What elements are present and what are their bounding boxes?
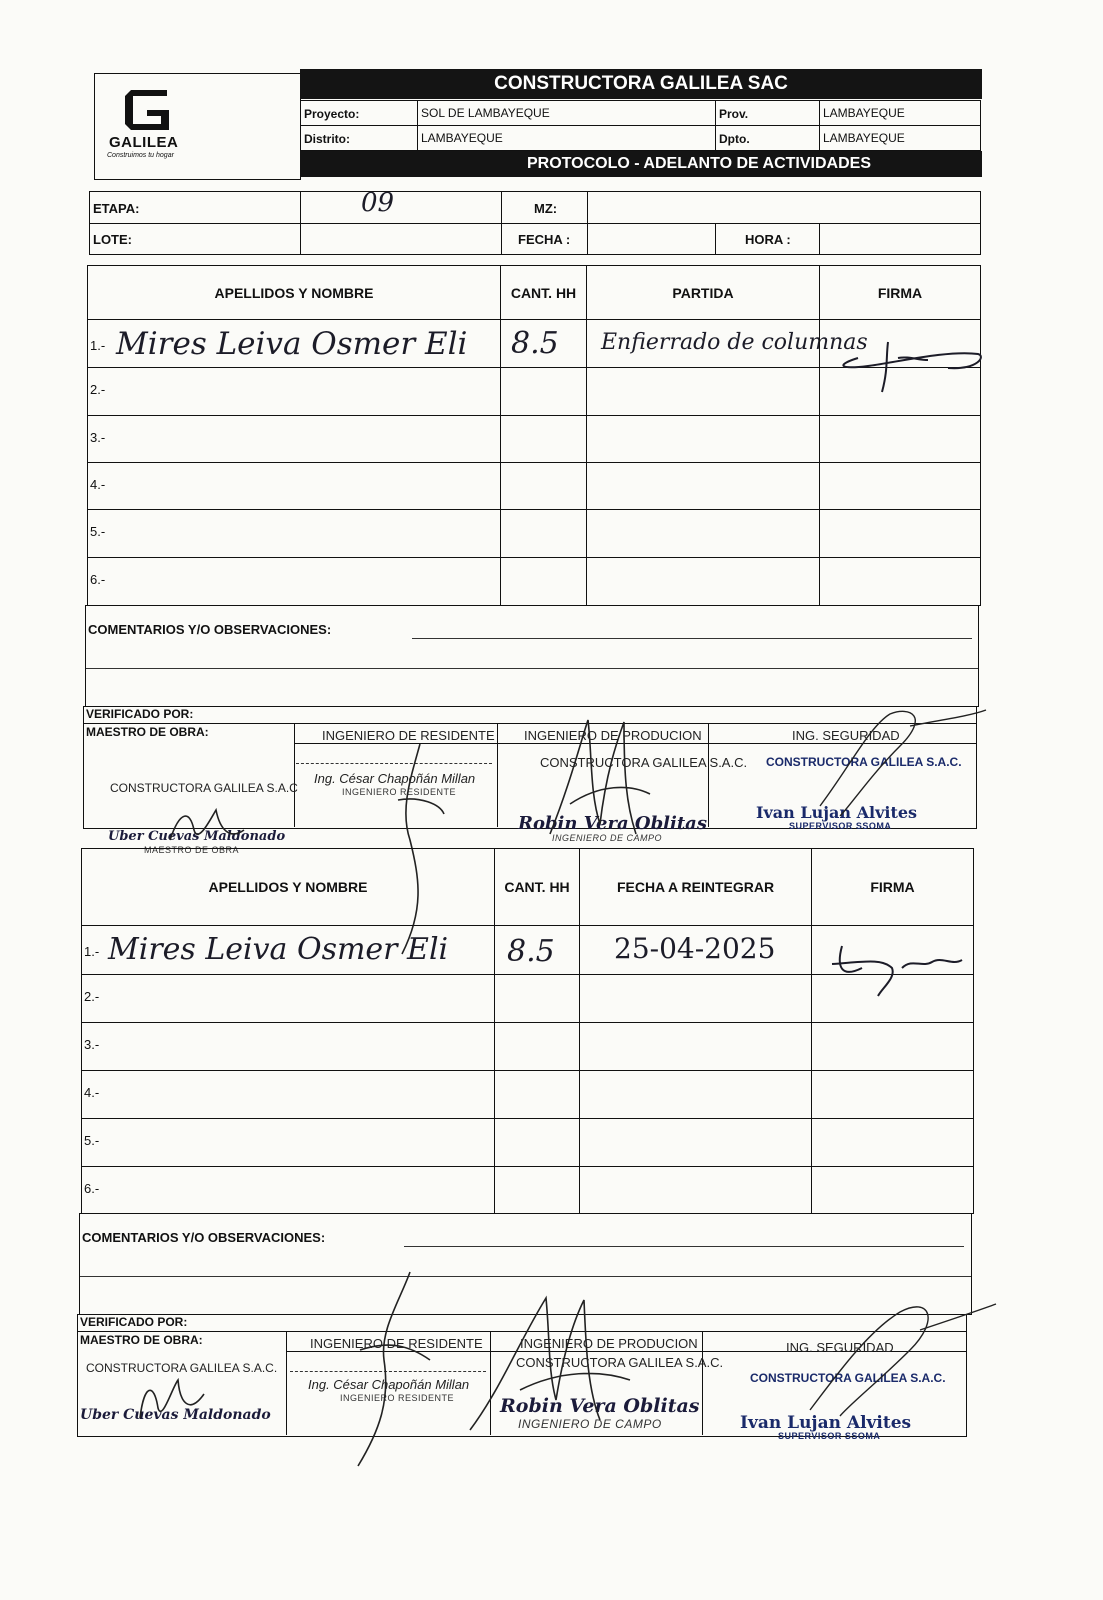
company-title: CONSTRUCTORA GALILEA SAC: [494, 73, 788, 94]
row-hh-cell: [500, 462, 587, 510]
signature-seguridad-2: [800, 1300, 1000, 1420]
table-row: [81, 1070, 495, 1119]
signature-seguridad-1: [810, 706, 990, 826]
signature-residente-2: [340, 1270, 440, 1470]
etapa-value-cell: [300, 188, 502, 224]
produccion-name-stamp: Robin Vera Oblitas: [500, 1395, 700, 1417]
produccion-name-stamp: Robin Vera Oblitas: [518, 813, 707, 834]
lote-label: LOTE:: [93, 232, 132, 247]
table-row: [87, 415, 501, 463]
row-partida: Enfierrado de columnas: [601, 330, 868, 355]
signature-firma-2: [822, 938, 972, 998]
s1-verificado-label: VERIFICADO POR:: [86, 707, 194, 721]
row-hh-cell: [500, 509, 587, 558]
s2-residente-label: INGENIERO DE RESIDENTE: [310, 1336, 483, 1351]
hora-label: HORA :: [745, 232, 791, 247]
lote-value-cell: [300, 223, 502, 255]
row-partida-cell: [586, 367, 820, 416]
signature-produccion-2: [460, 1290, 640, 1440]
dpto-label-cell: [715, 125, 820, 151]
row-firma-cell: [811, 1166, 974, 1214]
maestro-company-stamp: CONSTRUCTORA GALILEA S.A.C: [110, 781, 298, 795]
s2-col-firma: FIRMA: [870, 879, 915, 895]
maestro-company-stamp: CONSTRUCTORA GALILEA S.A.C.: [86, 1361, 278, 1375]
s1-produccion-label: INGENIERO DE PRODUCION: [524, 728, 702, 743]
maestro-name-stamp: Uber Cuevas Maldonado: [80, 1407, 271, 1423]
row-number: 4.-: [90, 477, 106, 492]
protocol-title: PROTOCOLO - ADELANTO DE ACTIVIDADES: [526, 155, 871, 172]
row-number: 3.-: [84, 1037, 100, 1052]
divider: [294, 723, 295, 827]
row-firma-cell: [819, 415, 981, 463]
s2-header-firma: [811, 848, 974, 926]
hora-label-cell: [715, 223, 820, 255]
row-hh: 8.5: [507, 934, 555, 969]
logo-box: [94, 73, 301, 180]
s2-header-fecha: [579, 848, 812, 926]
s1-col-firma: FIRMA: [877, 284, 923, 301]
residente-title-stamp: INGENIERO RESIDENTE: [342, 787, 457, 797]
fecha-value-cell: [587, 223, 716, 255]
dpto-value-cell: [819, 125, 981, 151]
comments-line: [86, 668, 978, 669]
row-firma-cell: [811, 1070, 974, 1119]
dpto-label: Dpto.: [719, 132, 750, 146]
table-row: [81, 1166, 495, 1214]
proyecto-value: SOL DE LAMBAYEQUE: [421, 106, 550, 120]
s2-header-hh: [494, 848, 580, 926]
s1-header-hh: [500, 265, 587, 320]
seguridad-name-stamp: Ivan Lujan Alvites: [740, 1413, 912, 1433]
company-title-bar: [300, 69, 982, 99]
divider: [702, 1331, 703, 1435]
fecha-label-cell: [501, 223, 588, 255]
s2-seguridad-label: ING. SEGURIDAD: [786, 1340, 894, 1355]
s2-produccion-label: INGENIERO DE PRODUCION: [520, 1336, 698, 1351]
residente-name-stamp: Ing. César Chapoñán Millan: [314, 771, 476, 786]
produccion-company-stamp: CONSTRUCTORA GALILEA S.A.C.: [540, 755, 748, 770]
row-firma-cell: [811, 1022, 974, 1071]
s1-col-name: APELLIDOS Y NOMBRE: [214, 284, 374, 301]
s1-header-partida: [586, 265, 820, 320]
maestro-title-stamp: MAESTRO DE OBRA: [144, 845, 240, 855]
row-hh-cell: [500, 415, 587, 463]
row-fecha-cell: [579, 925, 812, 975]
row-fecha-cell: [579, 974, 812, 1023]
signature-produccion-1: [540, 714, 663, 844]
row-fecha-cell: [579, 1118, 812, 1167]
s1-seguridad-label: ING. SEGURIDAD: [792, 728, 900, 743]
table-row: [81, 974, 495, 1023]
s1-comments-label: COMENTARIOS Y/O OBSERVACIONES:: [88, 622, 332, 637]
table-row: [87, 462, 501, 510]
row-hh-cell: [500, 557, 587, 606]
row-number: 5.-: [90, 524, 106, 539]
s1-maestro-label: MAESTRO DE OBRA:: [86, 725, 209, 739]
residente-name-stamp: Ing. César Chapoñán Millan: [308, 1377, 470, 1392]
row-number: 4.-: [84, 1085, 100, 1100]
s2-col-name: APELLIDOS Y NOMBRE: [208, 879, 368, 895]
maestro-name-stamp: Uber Cuevas Maldonado: [108, 829, 286, 844]
etapa-label-cell: [89, 191, 301, 224]
table-row: [81, 1118, 495, 1167]
logo-text: GALILEA: [109, 134, 179, 151]
protocol-title-bar: [300, 151, 982, 177]
s1-comments-box: [85, 605, 979, 707]
etapa-label: ETAPA:: [93, 201, 140, 216]
row-partida-cell: [586, 509, 820, 558]
table-row: [87, 509, 501, 558]
comments-line: [80, 1276, 971, 1277]
galilea-logo-icon: [119, 84, 179, 132]
fecha-label: FECHA :: [518, 232, 571, 247]
distrito-label: Distrito:: [304, 132, 350, 146]
s2-col-hh: CANT. HH: [504, 879, 570, 895]
table-row: [87, 319, 501, 368]
dpto-value: LAMBAYEQUE: [823, 131, 905, 145]
prov-label-cell: [715, 100, 820, 126]
s1-col-hh: CANT. HH: [510, 284, 577, 301]
row-hh-cell: [494, 1166, 580, 1214]
divider: [286, 1331, 287, 1435]
mz-value-cell: [587, 191, 981, 224]
row-hh-cell: [500, 367, 587, 416]
produccion-title-stamp: INGENIERO DE CAMPO: [552, 833, 663, 843]
etapa-value: 09: [361, 188, 395, 218]
logo-tagline: Construimos tu hogar: [107, 152, 174, 159]
s1-header-firma: [819, 265, 981, 320]
table-row: [81, 1022, 495, 1071]
row-number: 2.-: [90, 382, 106, 397]
seguridad-company-stamp: CONSTRUCTORA GALILEA S.A.C.: [750, 1371, 946, 1385]
row-partida-cell: [586, 319, 868, 368]
distrito-value: LAMBAYEQUE: [421, 131, 503, 145]
comments-line: [412, 638, 972, 639]
proyecto-label: Proyecto:: [304, 107, 360, 121]
signature-firma-1: [828, 330, 988, 400]
seguridad-company-stamp: CONSTRUCTORA GALILEA S.A.C.: [766, 755, 962, 769]
row-partida-cell: [586, 415, 820, 463]
seguridad-name-stamp: Ivan Lujan Alvites: [756, 803, 918, 822]
signature-maestro-1: [160, 800, 250, 850]
row-fecha: 25-04-2025: [614, 932, 776, 965]
row-hh-cell: [494, 1070, 580, 1119]
proyecto-label-cell: [300, 100, 418, 126]
distrito-value-cell: [417, 125, 716, 151]
row-number: 6.-: [90, 572, 106, 587]
distrito-label-cell: [300, 125, 418, 151]
prov-label: Prov.: [719, 107, 749, 121]
row-number: 3.-: [90, 430, 106, 445]
row-number: 6.-: [84, 1181, 100, 1196]
row-number: 1.-: [90, 338, 106, 353]
s2-col-fecha: FECHA A REINTEGRAR: [616, 879, 775, 895]
row-name: Mires Leiva Osmer Eli: [116, 326, 468, 362]
row-firma-cell: [819, 509, 981, 558]
s2-verificado-label: VERIFICADO POR:: [80, 1315, 188, 1329]
produccion-company-stamp: CONSTRUCTORA GALILEA S.A.C.: [516, 1355, 724, 1370]
row-firma-cell: [819, 462, 981, 510]
table-row: [87, 367, 501, 416]
produccion-title-stamp: INGENIERO DE CAMPO: [518, 1417, 662, 1431]
row-firma-cell: [819, 557, 981, 606]
row-number: 2.-: [84, 989, 100, 1004]
mz-label: MZ:: [534, 201, 558, 216]
row-hh-cell: [494, 974, 580, 1023]
row-name: Mires Leiva Osmer Eli: [108, 932, 449, 967]
row-fecha-cell: [579, 1166, 812, 1214]
s1-col-partida: PARTIDA: [672, 284, 734, 301]
row-hh-cell: [494, 925, 580, 975]
s2-comments-label: COMENTARIOS Y/O OBSERVACIONES:: [82, 1230, 326, 1245]
row-number: 1.-: [84, 944, 100, 959]
table-row: [87, 557, 501, 606]
s1-header-name: [87, 265, 501, 320]
divider: [708, 723, 709, 827]
mz-label-cell: [501, 191, 588, 224]
row-hh-cell: [500, 319, 587, 368]
row-fecha-cell: [579, 1022, 812, 1071]
row-fecha-cell: [579, 1070, 812, 1119]
hora-value-cell: [819, 223, 981, 255]
s1-residente-label: INGENIERO DE RESIDENTE: [322, 728, 495, 743]
divider: [497, 723, 498, 827]
row-hh-cell: [494, 1118, 580, 1167]
row-hh: 8.5: [511, 326, 559, 361]
seguridad-title-stamp: SUPERVISOR SSOMA: [789, 821, 892, 831]
seguridad-title-stamp: SUPERVISOR SSOMA: [778, 1431, 881, 1441]
signature-maestro-2: [130, 1374, 210, 1424]
prov-value: LAMBAYEQUE: [823, 106, 905, 120]
row-partida-cell: [586, 557, 820, 606]
s2-maestro-label: MAESTRO DE OBRA:: [80, 1333, 203, 1347]
row-firma-cell: [811, 1118, 974, 1167]
table-row: [81, 925, 495, 975]
row-partida-cell: [586, 462, 820, 510]
row-number: 5.-: [84, 1133, 100, 1148]
row-hh-cell: [494, 1022, 580, 1071]
comments-line: [404, 1246, 964, 1247]
lote-label-cell: [89, 223, 301, 255]
residente-title-stamp: INGENIERO RESIDENTE: [340, 1393, 455, 1403]
proyecto-value-cell: [417, 100, 716, 126]
s2-header-name: [81, 848, 495, 926]
prov-value-cell: [819, 100, 981, 126]
